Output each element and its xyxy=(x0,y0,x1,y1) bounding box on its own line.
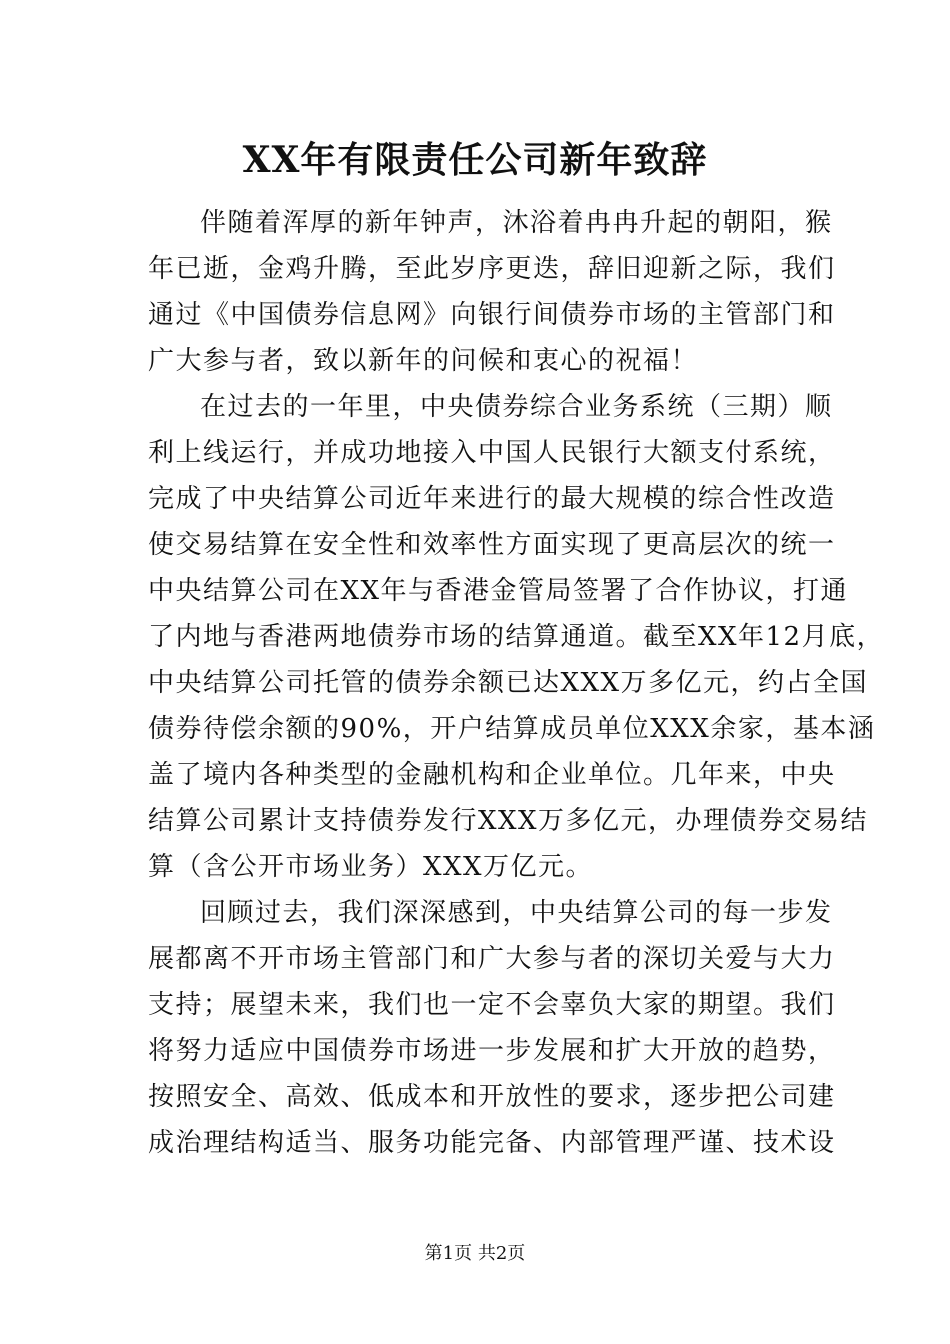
paragraph-2-line-3: 完成了中央结算公司近年来进行的最大规模的综合性改造 xyxy=(148,484,836,514)
paragraph-3-line-5: 按照安全、高效、低成本和开放性的要求，逐步把公司建 xyxy=(148,1082,836,1112)
paragraph-2-line-10: 结算公司累计支持债券发行XXX万多亿元，办理债券交易结 xyxy=(148,806,869,836)
page-number-footer: 第1页 共2页 xyxy=(424,1243,526,1264)
document-title: XX年有限责任公司新年致辞 xyxy=(242,139,708,181)
paragraph-1-line-3: 通过《中国债券信息网》向银行间债券市场的主管部门和 xyxy=(148,300,836,330)
paragraph-2-line-5: 中央结算公司在XX年与香港金管局签署了合作协议，打通 xyxy=(148,576,849,606)
paragraph-2-line-7: 中央结算公司托管的债券余额已达XXX万多亿元，约占全国 xyxy=(148,668,869,698)
paragraph-2-line-11: 算（含公开市场业务）XXX万亿元。 xyxy=(148,852,594,882)
paragraph-2-line-2: 利上线运行，并成功地接入中国人民银行大额支付系统， xyxy=(148,438,836,468)
paragraph-1-line-2: 年已逝，金鸡升腾，至此岁序更迭，辞旧迎新之际，我们 xyxy=(148,254,836,284)
paragraph-2-line-8: 债券待偿余额的90%，开户结算成员单位XXX余家，基本涵 xyxy=(148,714,876,744)
paragraph-2-line-4: 使交易结算在安全性和效率性方面实现了更高层次的统一 xyxy=(148,530,836,560)
paragraph-3-line-3: 支持；展望未来，我们也一定不会辜负大家的期望。我们 xyxy=(148,990,836,1020)
paragraph-1-line-4: 广大参与者，致以新年的问候和衷心的祝福！ xyxy=(148,346,699,376)
paragraph-3-line-4: 将努力适应中国债券市场进一步发展和扩大开放的趋势， xyxy=(148,1036,836,1066)
paragraph-3-line-1: 回顾过去，我们深深感到，中央结算公司的每一步发 xyxy=(200,898,833,928)
paragraph-2-line-1: 在过去的一年里，中央债券综合业务系统（三期）顺 xyxy=(200,392,833,422)
paragraph-2-line-9: 盖了境内各种类型的金融机构和企业单位。几年来，中央 xyxy=(148,760,836,790)
paragraph-2-line-6: 了内地与香港两地债券市场的结算通道。截至XX年12月底， xyxy=(148,622,885,652)
paragraph-3-line-6: 成治理结构适当、服务功能完备、内部管理严谨、技术设 xyxy=(148,1128,836,1158)
paragraph-1-line-1: 伴随着浑厚的新年钟声，沐浴着冉冉升起的朝阳，猴 xyxy=(200,208,833,238)
paragraph-3-line-2: 展都离不开市场主管部门和广大参与者的深切关爱与大力 xyxy=(148,944,836,974)
